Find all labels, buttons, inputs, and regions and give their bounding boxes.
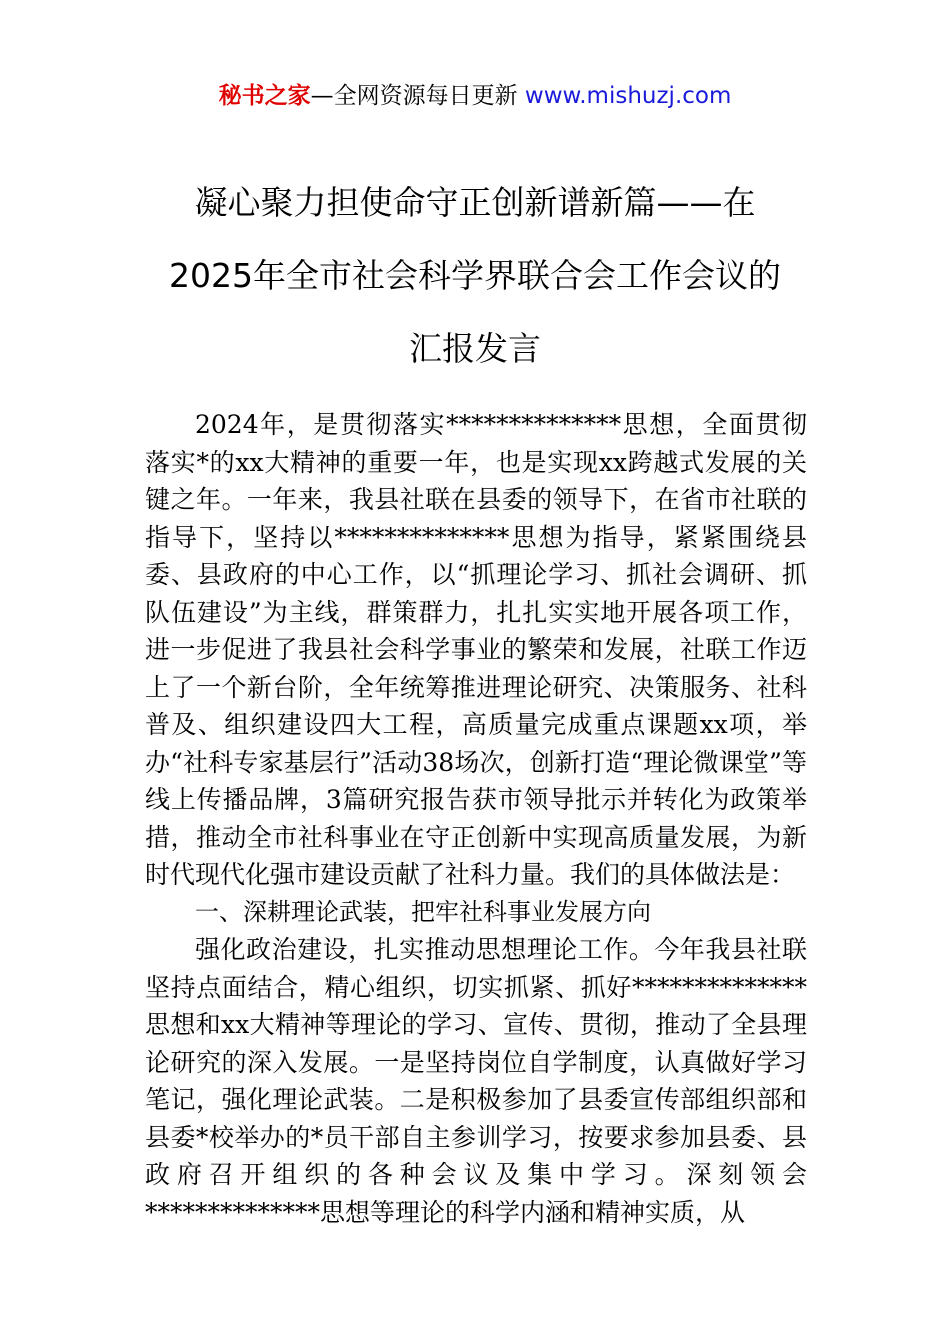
paragraph-section-1: 强化政治建设，扎实推动思想理论工作。今年我县社联坚持点面结合，精心组织，切实抓紧、抓好**************思想和xx大精神等理论的学习、宣传、贯彻，推动了全县理论研究的深入发展。一是坚持岗位自学制度，认真做好学习笔记，强化理论武装。二是积极参加了县委宣传部组织部和县委*校举办的*员干部自主参训学习，按要求参加县委、县政府召开组织的各种会议及集中学习。深刻领会**************思想等理论的科学内涵和精神实质，从 xyxy=(145,935,807,1227)
title-line-3: 汇报发言 xyxy=(409,329,541,368)
document-title xyxy=(110,166,840,385)
document-body xyxy=(145,406,807,1231)
site-url-link[interactable]: www.mishuzj.com xyxy=(524,83,732,109)
site-brand: 秘书之家 xyxy=(218,83,311,109)
title-line-1: 凝心聚力担使命守正创新谱新篇——在 xyxy=(194,183,756,222)
section-heading-1: 一、深耕理论武装，把牢社科事业发展方向 xyxy=(195,897,651,926)
paragraph-intro: 2024年，是贯彻落实**************思想，全面贯彻落实*的xx大精神的重要一年，也是实现xx跨越式发展的关键之年。一年来，我县社联在县委的领导下，在省市社联的指导下，坚持以**************思想为指导，紧紧围绕县委、县政府的中心工作，以“抓理论学习、抓社会调研、抓队伍建设”为主线，群策群力，扎扎实实地开展各项工作，进一步促进了我县社会科学事业的繁荣和发展，社联工作迈上了一个新台阶，全年统筹推进理论研究、决策服务、社科普及、组织建设四大工程，高质量完成重点课题xx项，举办“社科专家基层行”活动38场次，创新打造“理论微课堂”等线上传播品牌，3篇研究报告获市领导批示并转化为政策举措，推动全市社科事业在守正创新中实现高质量发展，为新时代现代化强市建设贡献了社科力量。我们的具体做法是： xyxy=(145,410,807,889)
site-header xyxy=(0,79,950,113)
site-tagline: —全网资源每日更新 xyxy=(310,83,518,109)
title-line-2: 2025年全市社会科学界联合会工作会议的 xyxy=(169,256,781,295)
